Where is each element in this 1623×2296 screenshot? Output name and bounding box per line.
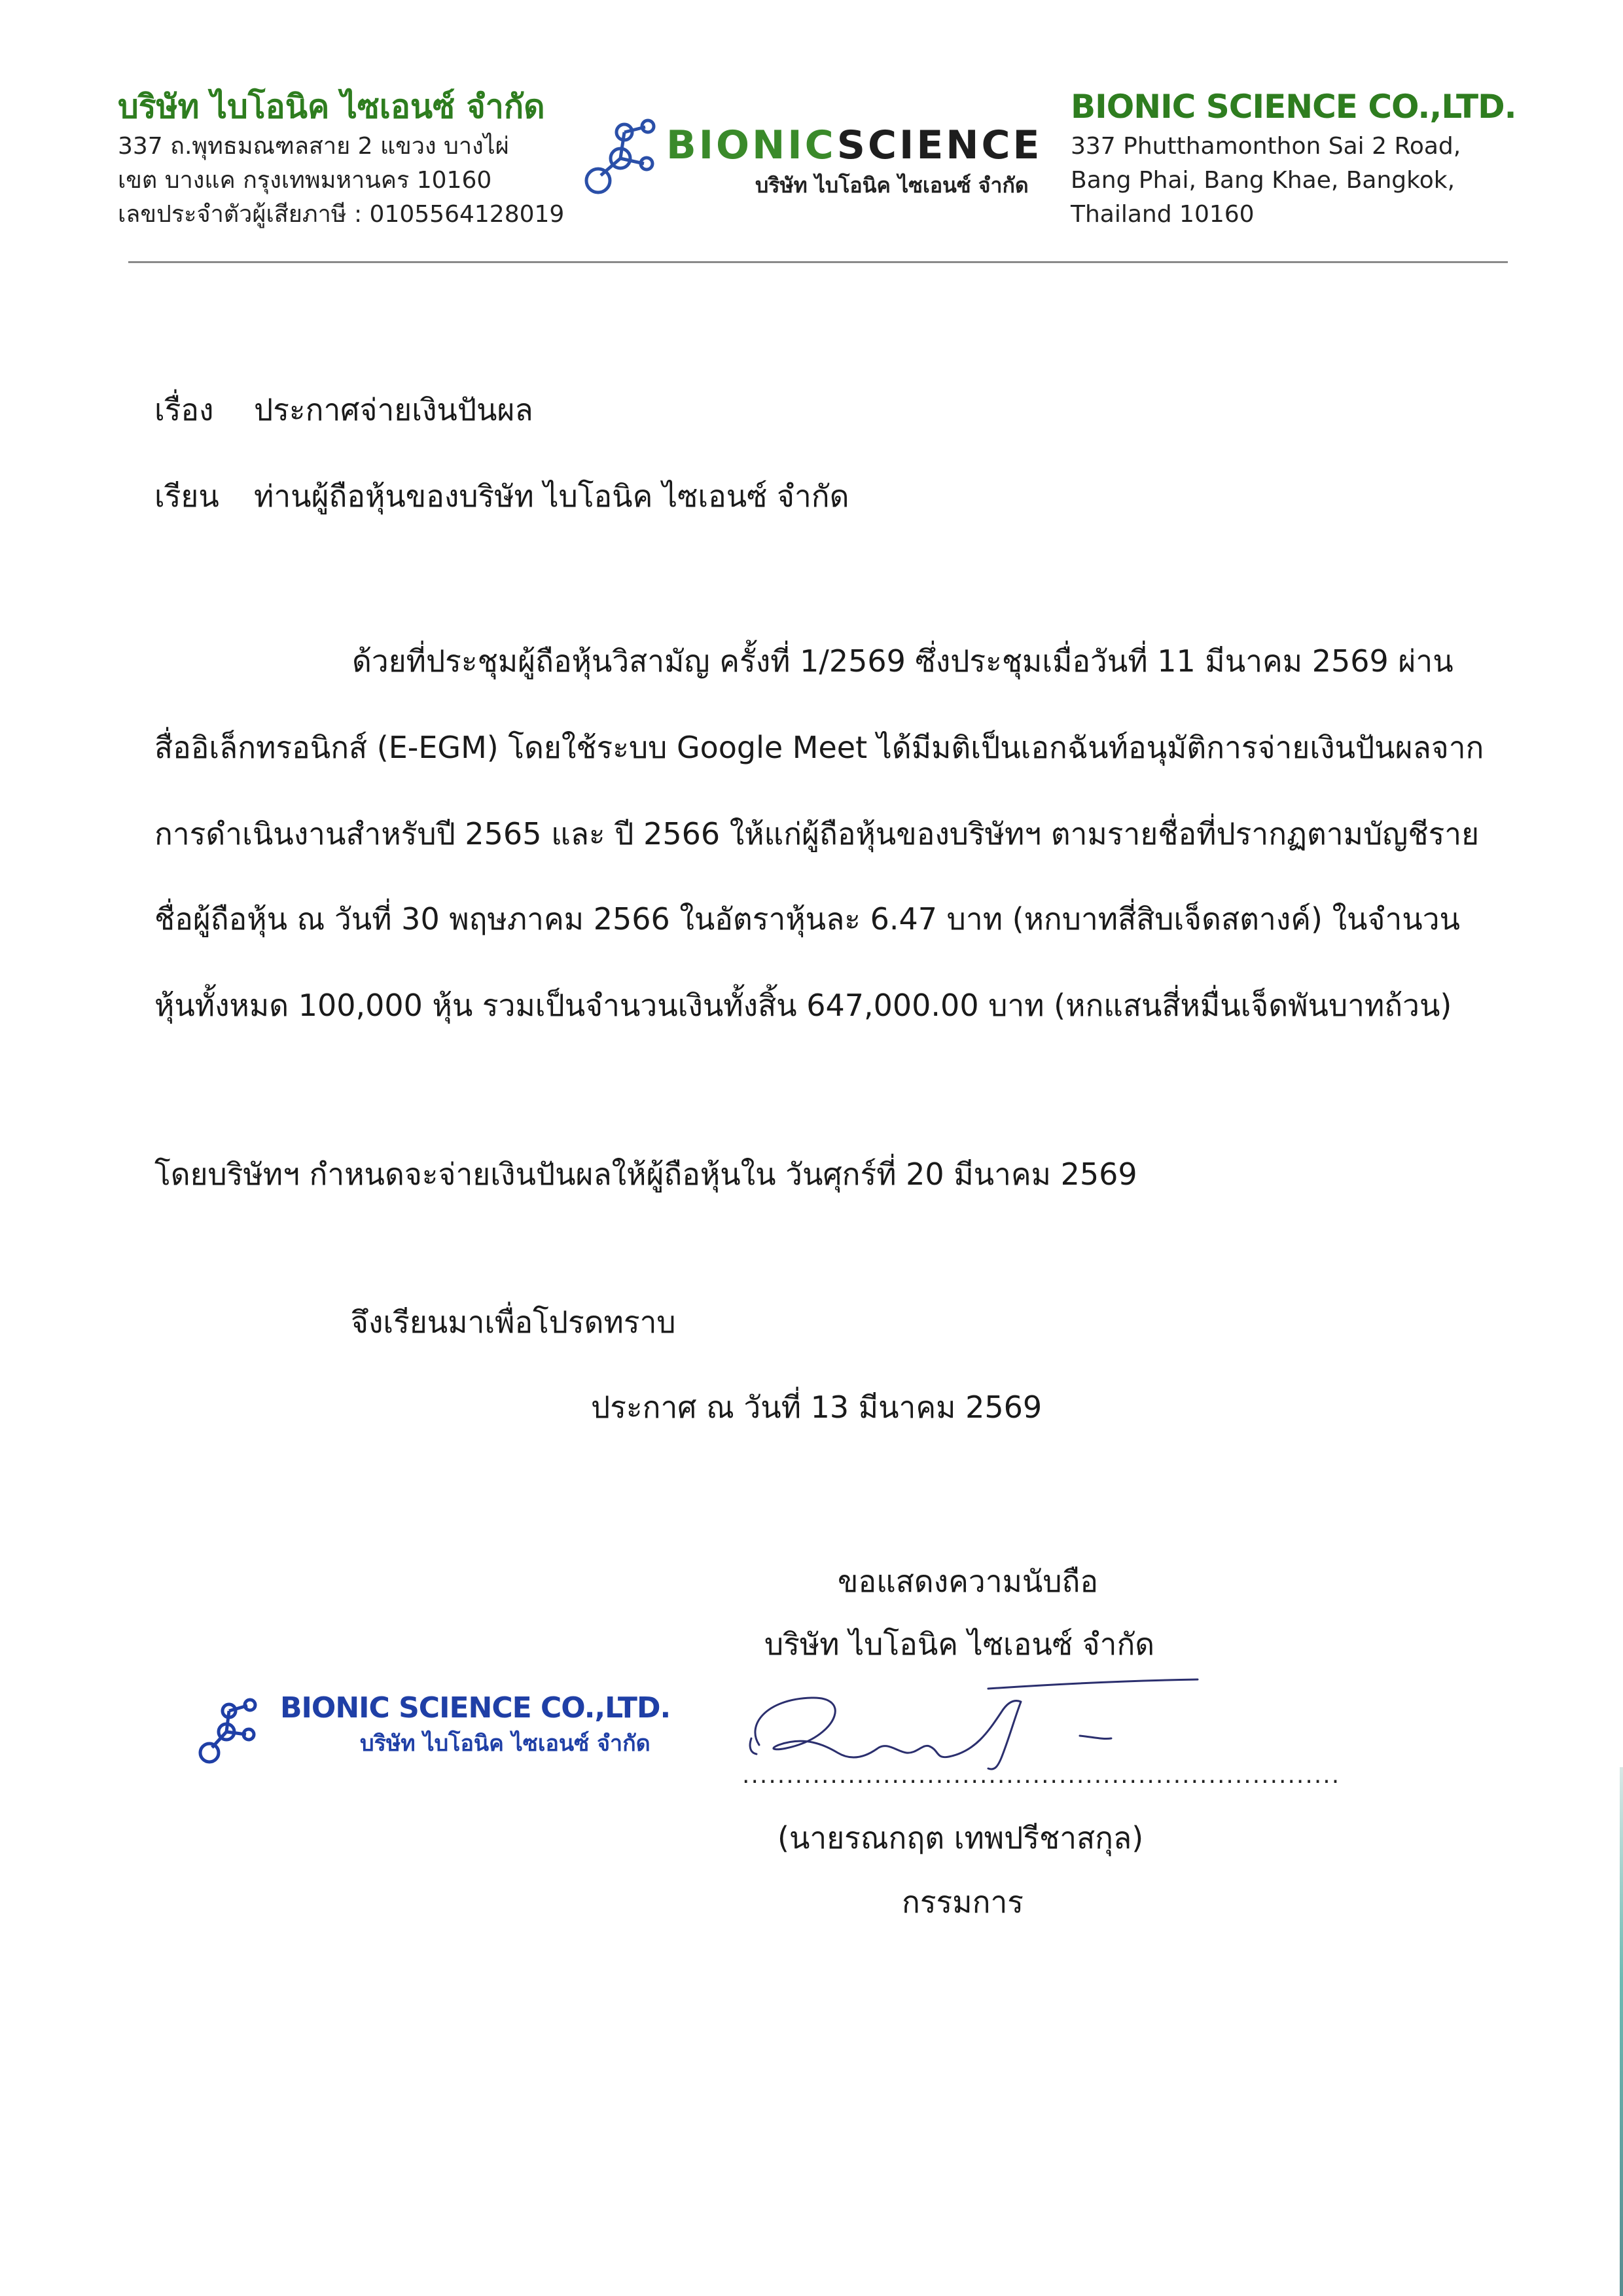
scan-edge-mark — [1620, 1767, 1623, 2296]
address-english-line: Bang Phai, Bang Khae, Bangkok, — [1071, 167, 1455, 194]
logo-subtitle: บริษัท ไบโอนิค ไซเอนซ์ จำกัด — [755, 173, 1029, 198]
address-english-line: 337 Phutthamonthon Sai 2 Road, — [1071, 133, 1461, 160]
subject-row — [154, 386, 533, 434]
signature-line: .................................................................... — [742, 1762, 1341, 1789]
company-name-thai: บริษัท ไบโอนิค ไซเอนซ์ จำกัด — [118, 88, 545, 126]
address-thai-line: 337 ถ.พุทธมณฑลสาย 2 แขวง บางไผ่ — [118, 133, 509, 160]
logo-word-science: SCIENCE — [836, 122, 1043, 168]
stamp-text-english: BIONIC SCIENCE CO.,LTD. — [280, 1691, 671, 1725]
recipient-row — [154, 473, 849, 520]
paragraph-line: การดำเนินงานสำหรับปี 2565 และ ปี 2566 ให้แก่ผู้ถือหุ้นของบริษัทฯ ตามรายชื่อที่ปรากฏตามบัญชีราย — [154, 816, 1480, 852]
recipient-text: ท่านผู้ถือหุ้นของบริษัท ไบโอนิค ไซเอนซ์ จำกัด — [254, 478, 849, 514]
regards-line: ขอแสดงความนับถือ — [838, 1564, 1099, 1599]
recipient-label: เรียน — [154, 478, 219, 514]
closing-line: จึงเรียนมาเพื่อโปรดทราบ — [351, 1304, 676, 1340]
paragraph-line: ด้วยที่ประชุมผู้ถือหุ้นวิสามัญ ครั้งที่ 1/2569 ซึ่งประชุมเมื่อวันที่ 11 มีนาคม 2569 ผ่าน — [352, 643, 1454, 679]
stamp-text-thai: บริษัท ไบโอนิค ไซเอนซ์ จำกัด — [360, 1731, 651, 1757]
letterhead-thai — [118, 84, 589, 232]
logo-word-bionic: BIONIC — [666, 122, 837, 168]
company-name-english: BIONIC SCIENCE CO.,LTD. — [1071, 88, 1516, 126]
paragraph-line: หุ้นทั้งหมด 100,000 หุ้น รวมเป็นจำนวนเงินทั้งสิ้น 647,000.00 บาท (หกแสนสี่หมื่นเจ็ดพันบาทถ้วน) — [154, 988, 1452, 1023]
paragraph-line: สื่ออิเล็กทรอนิกส์ (E-EGM) โดยใช้ระบบ Google Meet ได้มีมติเป็นเอกฉันท์อนุมัติการจ่ายเงินปันผลจาก — [154, 730, 1484, 765]
signer-company: บริษัท ไบโอนิค ไซเอนซ์ จำกัด — [764, 1626, 1155, 1662]
tax-id-line: เลขประจำตัวผู้เสียภาษี : 0105564128019 — [118, 201, 565, 228]
address-thai-line: เขต บางแค กรุงเทพมหานคร 10160 — [118, 167, 492, 194]
payment-date-line: โดยบริษัทฯ กำหนดจะจ่ายเงินปันผลให้ผู้ถือหุ้นใน วันศุกร์ที่ 20 มีนาคม 2569 — [154, 1157, 1137, 1192]
letterhead-english — [1071, 84, 1529, 232]
logo-wordmark — [666, 122, 1043, 169]
letterhead-divider — [128, 261, 1508, 263]
company-logo — [582, 111, 1054, 209]
paragraph-line: ชื่อผู้ถือหุ้น ณ วันที่ 30 พฤษภาคม 2566 ในอัตราหุ้นละ 6.47 บาท (หกบาทสี่สิบเจ็ดสตางค์) ในจำนวน — [154, 901, 1461, 937]
company-stamp — [196, 1689, 671, 1774]
announcement-date: ประกาศ ณ วันที่ 13 มีนาคม 2569 — [591, 1390, 1043, 1425]
address-english-line: Thailand 10160 — [1071, 201, 1255, 228]
molecule-logo-icon — [582, 118, 668, 203]
subject-label: เรื่อง — [154, 392, 214, 427]
signer-title: กรรมการ — [902, 1884, 1024, 1920]
subject-text: ประกาศจ่ายเงินปันผล — [254, 392, 533, 427]
stamp-molecule-icon — [196, 1695, 262, 1767]
signer-name: (นายรณกฤต เทพปรีชาสกุล) — [777, 1820, 1144, 1856]
